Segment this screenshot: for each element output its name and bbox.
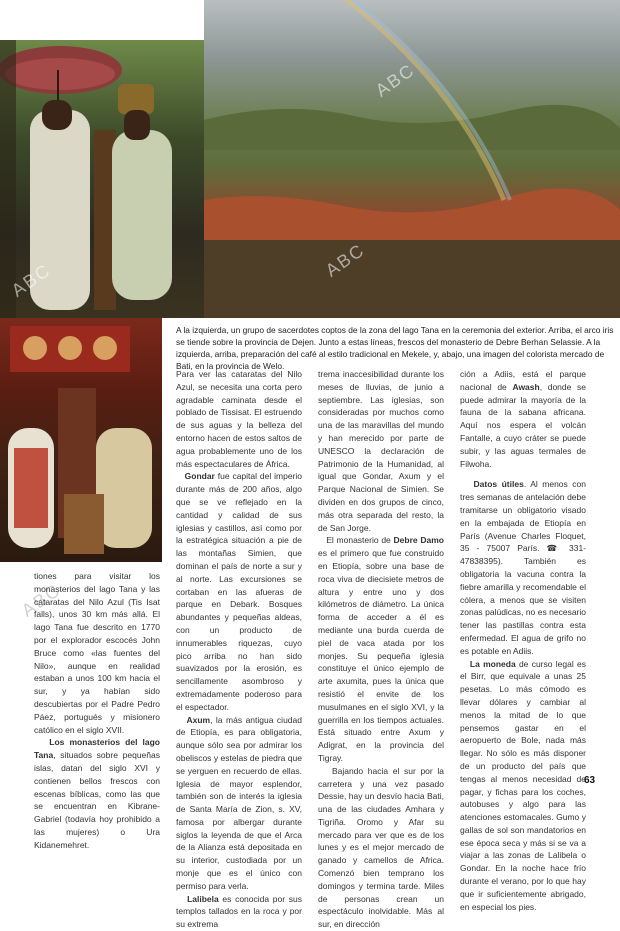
frescoes-illustration	[0, 318, 162, 562]
paragraph: Para ver las cataratas del Nilo Azul, se necesita una corta pero agradable caminata desde el poblado de Tissisat. El estruendo de sus aguas y la belleza del entorno hacen de estos saltos de agua probablemente uno de los más espectaculares de África.	[176, 369, 302, 469]
article-column-2	[318, 368, 444, 931]
paragraph: Datos útiles. Al menos con tres semanas de antelación debe tramitarse un obligatorio visado en la embajada de Etiopía en París (Avenue Charles Floquet, 35 - 75007 París. ☎ 331-47838395). También es obligatoria la vacuna contra la fiebre amarilla y recomendable el cólera, a menos que se visiten zonas palúdicas, no es necesario tener las pastillas contra esta enfermedad. El agua de grifo no es potable en Adiis.	[460, 479, 586, 656]
paragraph: ción a Adiis, está el parque nacional de Awash, donde se puede admirar la mayoría de la fauna de la sabana africana. Aquí nos espera el volcán Fantalle, a cuyo cráter se puede subir, y las aguas termales de Filwoha.	[460, 369, 587, 469]
photo-church-frescoes	[0, 318, 162, 562]
keyword: La moneda	[469, 658, 516, 669]
watermark: ABC	[321, 239, 369, 281]
paragraph: El monasterio de Debre Damo es el primero que fue construido en Etiopía, sobre una base de roca viva de diecisiete metros de altura y entre uno y dos kilómetros de diámetro. La única forma de acceder a él es mediante una burda cuerda de piel de vaca atada por los monjes. Su pequeña iglesia constituye el único ejemplo de arte axumita, pues la única que resistió el envite de los musulmanes en el siglo XVI, y la guerrilla en los tiempos actuales. Está situado entre Axum y Adigrat, en la provincia del Tigray.	[318, 535, 444, 763]
keyword: Lalibela	[187, 893, 219, 904]
paragraph: Gondar fue capital del imperio durante más de 200 años, algo que se ve reflejado en la cantidad y calidad de sus iglesias y castillos, así como por la estratégica situación a pie de las montañas Simien, que dominan el país de norte a sur y al norte. Las excursiones se cortaban en las afueras de parque en Debark. Bosques abundantes y pequeñas aldeas, con un producto de innumerables riquezas, cuyo pico arriba no han sido suavizados por la erosión, es sencillamente asombroso y extremadamente poderoso para el espectador.	[176, 471, 302, 712]
paragraph: Axum, la más antigua ciudad de Etiopía, es para obligatoria, aunque sólo sea por admirar los obeliscos y estelas de piedra que se yerguen en recuerdo de ellas. Iglesia de mayor esplendor, también son de interés la iglesia de Santa María de Zion, s. XV, famosa por albergar durante siglos la leyenda de que el Arca de la Alianza está depositada en su interior, custodiada por un monje que es el único con permiso para verla.	[176, 714, 302, 891]
keyword: Los monasterios del lago Tana	[34, 737, 160, 761]
keyword: Awash	[512, 381, 540, 392]
article-column-1	[176, 368, 302, 931]
section-heading: Datos útiles	[473, 479, 524, 490]
paragraph: La moneda de curso legal es el Birr, que equivale a unas 25 pesetas. Lo más cómodo es llevar dólares y cambiar al menos la mitad de lo que pensemos gastar en el aeropuerto de Bole, nada más llegar. No sólo es más disponer de un producto del país que tengas al menos necesidad de pagar, y fichas para los coches, autobuses y algo para las atenciones estomacales. Gumo y gallas de sol son mandatorios en ese época seca y más si se va a viajar a las zonas de Lalibela o Gondar. En la noche hace frío durante el verano, por lo que hay que ir suficientemente abrigado, en especial los pies.	[460, 658, 586, 912]
photo-caption: A la izquierda, un grupo de sacerdotes coptos de la zona del lago Tana en la ceremonia del exterior. Arriba, el arco iris se tiende sobre la provincia de Dejen. Junto a estas líneas, frescos del monasterio de Debre Berhan Selassie. A la izquierda, arriba, preparación del café al estilo tradicional en Mekele, y, abajo, una imagen del colorista mercado de Bati, en la provincia de Welo.	[176, 325, 614, 371]
article-column-3	[460, 368, 586, 913]
canyon-illustration	[204, 0, 620, 318]
keyword: Gondar	[184, 471, 215, 482]
photo-coptic-priests	[0, 40, 204, 318]
paragraph: trema inaccesibilidad durante los meses de lluvias, de junio a septiembre. Las iglesias, son consideradas por muchos como una de las maravillas del mundo y han merecido por parte de UNESCO la declaración de Patrimonio de la Humanidad, al igual que Gondar, Axum y el Parque Nacional de Simien. Se dividen en dos grupos de cinco, más otra separada del resto, la de San Jorge.	[318, 369, 444, 533]
paragraph: tiones para visitar los monasterios del lago Tana y las cataratas del Nilo Azul (Tis Isat falls), unos 30 km más allá. El lago Tana fue descrito en 1770 por el explorador escocés John Bruce como «las fuentes del Nilo», aunque en realidad estaban a unos 100 km hacia el sur, y ya habían sido descubiertas por el Padre Pedro Páez, portugués y misionero católico en el siglo XVII.	[34, 571, 160, 735]
page-number: 63	[584, 775, 596, 786]
watermark: ABC	[371, 59, 419, 101]
paragraph: Bajando hacia el sur por la carretera y una vez pasado Dessie, hay un desvío hacia Bati, una de las ciudades Amhara y Tigriña. Oromo y Afar su mercado para ver que es de los lunes y es el mejor mercado de ganado y camellos de Africa. Comenzó bien temprano los domingos y termina tarde. Miles de personas crean un espectáculo inolvidable. Más al sur, en dirección	[318, 765, 444, 930]
paragraph: Lalibela es conocida por sus templos tallados en la roca y por su extrema	[176, 893, 302, 930]
keyword: Debre Damo	[393, 535, 444, 546]
watermark: ABC	[7, 259, 55, 301]
photo-canyon-rainbow	[204, 0, 620, 318]
watermark: ABC	[17, 579, 65, 621]
article-column-left-bottom	[34, 570, 160, 852]
paragraph: Los monasterios del lago Tana, situados sobre pequeñas islas, datan del siglo XVI y contienen bellos frescos con escenas bíblicas, como las que se encuentran en Kibrane-Gabriel (todavía hoy prohibido a las mujeres) o Ura Kidanemehret.	[34, 737, 160, 850]
keyword: Axum	[186, 714, 211, 725]
